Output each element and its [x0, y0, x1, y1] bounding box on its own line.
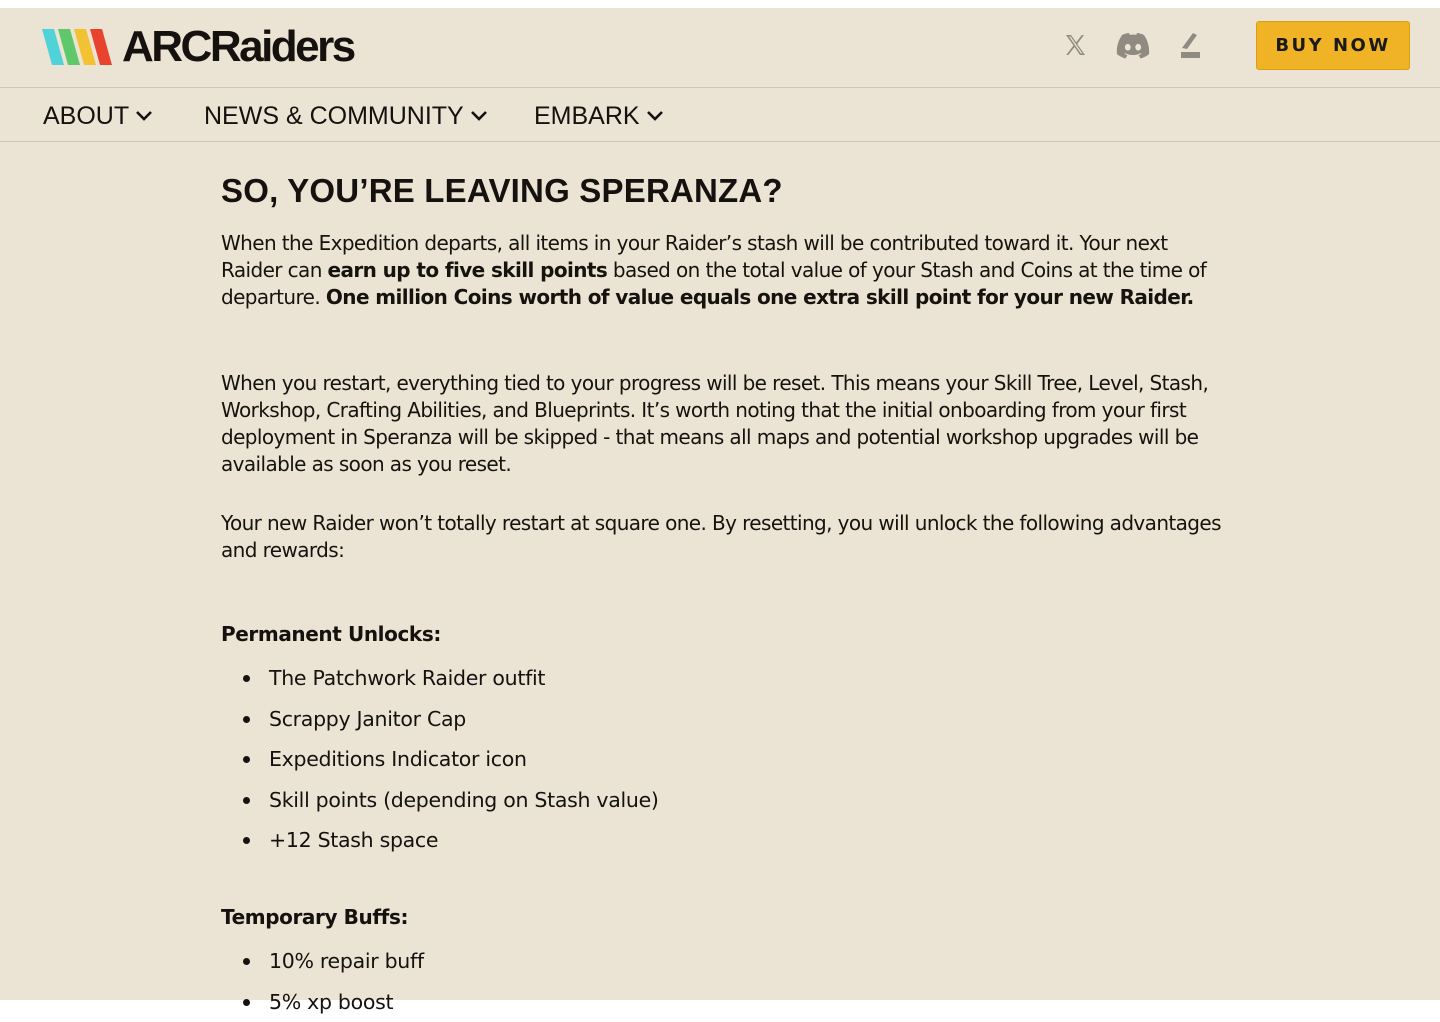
nav-about[interactable] [43, 103, 153, 129]
paragraph-expedition-bold-skill-points: earn up to five skill points [328, 258, 608, 282]
permanent-unlocks-heading: Permanent Unlocks: [221, 622, 441, 646]
paragraph-advantages: Your new Raider won’t totally restart at square one. By resetting, you will unlock the following advantages and rewards: [221, 510, 1231, 564]
buy-now-button[interactable]: BUY NOW [1256, 21, 1410, 70]
main-nav [0, 89, 1440, 142]
page-frame [0, 8, 1440, 1000]
x-icon [1063, 33, 1087, 57]
list-item: The Patchwork Raider outfit [221, 658, 659, 699]
paragraph-expedition-part-c: based on the total value of your Stash and Coins at the time of departure. [221, 258, 1206, 309]
chevron-down-icon [646, 110, 664, 122]
paragraph-expedition [221, 230, 1231, 311]
discord-icon [1116, 32, 1150, 58]
temporary-buffs-list [221, 941, 424, 1022]
embark-link[interactable] [1174, 28, 1208, 62]
discord-link[interactable] [1116, 28, 1150, 62]
list-item: Expeditions Indicator icon [221, 739, 659, 780]
x-link[interactable] [1058, 28, 1092, 62]
embark-icon [1178, 30, 1204, 60]
paragraph-expedition-bold-million-coins: One million Coins worth of value equals one extra skill point for your new Raider. [326, 285, 1194, 309]
list-item: Skill points (depending on Stash value) [221, 780, 659, 821]
article-title: SO, YOU’RE LEAVING SPERANZA? [221, 172, 783, 210]
nav-about-label: ABOUT [43, 103, 129, 129]
nav-embark[interactable] [534, 103, 664, 129]
nav-news-community-label: NEWS & COMMUNITY [204, 103, 464, 129]
temporary-buffs-heading: Temporary Buffs: [221, 905, 408, 929]
site-header [0, 8, 1440, 88]
chevron-down-icon [135, 110, 153, 122]
logo-wordmark: ARCRaiders [122, 26, 354, 68]
rainbow-stripes-logo-icon [42, 27, 116, 67]
chevron-down-icon [470, 110, 488, 122]
paragraph-restart: When you restart, everything tied to your progress will be reset. This means your Skill Tree, Level, Stash, Workshop, Crafting Abilities, and Blueprints. It’s worth noting that the initial onboarding from your first deployment in Speranza will be skipped - that means all maps and potential workshop upgrades will be available as soon as you reset. [221, 370, 1231, 478]
list-item: +12 Stash space [221, 820, 659, 861]
list-item: Scrappy Janitor Cap [221, 699, 659, 740]
paragraph-expedition-part-a: When the Expedition departs, all items in your Raider’s stash will be contributed toward it. Your next Raider can [221, 231, 1167, 282]
permanent-unlocks-list [221, 658, 659, 861]
arc-raiders-logo[interactable] [42, 26, 354, 68]
nav-embark-label: EMBARK [534, 103, 640, 129]
list-item: 10% repair buff [221, 941, 424, 982]
social-links [1058, 28, 1208, 62]
nav-news-community[interactable] [204, 103, 488, 129]
list-item: 5% xp boost [221, 982, 424, 1022]
